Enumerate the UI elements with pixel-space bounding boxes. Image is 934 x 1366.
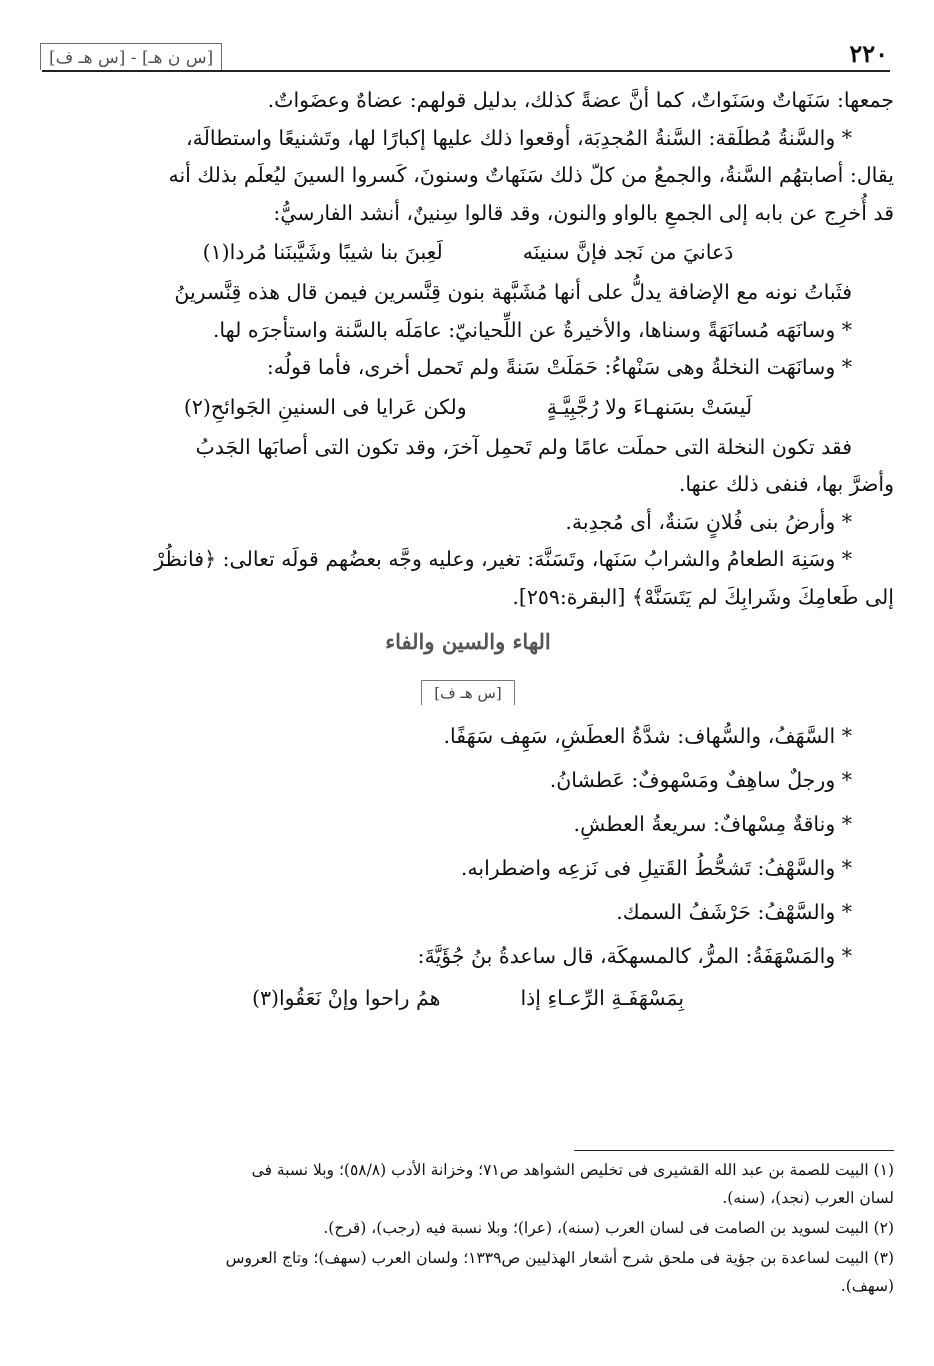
verse-hemistich-first: بِمَسْهَفَـةِ الرِّعـاءِ إذا	[520, 986, 685, 1011]
verse-line	[42, 978, 894, 1020]
entry-line: * والسَّهْفُ: تَشحُّطُ القَتيلِ فى نَزعِه واضطرابه.	[460, 856, 852, 880]
footnotes	[42, 1156, 894, 1300]
paragraph-line: * وسانَهَت النخلةُ وهى سَنْهاءُ: حَمَلَتْ سَنةً ولم تَحمل أخرى، فأما قولُه:	[266, 355, 852, 379]
subsection-title	[42, 668, 894, 714]
entry-line: * والسَّهْفُ: حَرْشَفُ السمك.	[616, 900, 852, 924]
entry-line: * وناقةٌ مِسْهافٌ: سريعةُ العطشِ.	[573, 812, 852, 836]
verse-hemistich-second: ولكن عَرايا فى السنينِ الجَوائحِ(٢)	[183, 394, 467, 419]
paragraph-line: إلى طَعامِكَ وشَرابِكَ لم يَتَسَنَّهْ﴾ [البقرة:٢٥٩].	[512, 584, 894, 609]
paragraph-line: يقال: أصابتهُم السَّنةُ، والجمعُ من كلّ ذلك سَنَهاتٌ وسنونَ، كَسروا السينَ ليُعلَم بذلك أنه	[168, 163, 894, 187]
page-header	[40, 30, 894, 70]
verse-line	[42, 387, 894, 429]
paragraph-line: فقد تكون النخلة التى حملَت عامًا ولم تَحمِل آخرَ، وقد تكون التى أصابَها الجَدبُ	[195, 434, 852, 459]
footnote-line: (٣) البيت لساعدة بن جؤية فى ملحق شرح أشعار الهذليين ص١٣٣٩؛ ولسان العرب (سهف)؛ وتاج العروس	[225, 1249, 894, 1267]
running-head: [س ن هـ] - [س هـ ف]	[40, 43, 222, 70]
verse-hemistich-first: دَعانيَ من نَجد فإنَّ سنينَه	[522, 240, 734, 265]
main-text	[42, 82, 894, 1020]
paragraph-line: جمعها: سَنَهاتٌ وسَنَواتٌ، كما أنَّ عضةً كذلك، بدليل قولهم: عضاهٌ وعضَواتٌ.	[267, 88, 894, 112]
paragraph-line: * وسانَهَه مُسانَهَةً وسناها، والأخيرةُ عن اللِّحيانيّ: عامَلَه بالسَّنة واستأجرَه لها.	[212, 317, 852, 342]
verse-hemistich-first: لَيسَتْ بسَنهـاءَ ولا رُجَّبِيَّـةٍ	[546, 394, 753, 419]
paragraph-line: وأضرَّ بها، فنفى ذلك عنها.	[678, 472, 894, 496]
entry-line: * والمَسْهَفَةُ: المرُّ، كالمسهكَة، قال ساعدةُ بنُ جُؤَيَّةَ:	[417, 944, 852, 968]
paragraph-line: * وسَنِهَ الطعامُ والشرابُ سَنَها، وتَسَنَّهَ: تغير، وعليه وجَّه بعضُهم قولَه تعالى: ﴿فانظُرْ	[154, 547, 852, 571]
footnote-rule	[574, 1150, 894, 1151]
root-label: [س هـ ف]	[421, 680, 514, 705]
paragraph-line: * وأرضُ بنى فُلانٍ سَنةٌ، أى مُجدِبة.	[565, 509, 852, 534]
paragraph-line: قد أُخرِج عن بابه إلى الجمعِ بالواو والنون، وقد قالوا سِنينٌ، أنشد الفارسيُّ:	[273, 200, 894, 225]
paragraph-line: * والسَّنةُ مُطلَقة: السَّنةُ المُجدِبَة، أوقعوا ذلك عليها إكبارًا لها، وتَشنيعًا واستطالَة،	[185, 125, 852, 150]
page-number: ٢٢٠	[849, 39, 888, 68]
entry-line: * ورجلٌ ساهِفٌ ومَسْهوفٌ: عَطشانُ.	[549, 768, 852, 792]
footnote-line: (سهف).	[840, 1277, 894, 1295]
footnote-line: لسان العرب (نجد)، (سنه).	[722, 1189, 894, 1207]
section-title: الهاء والسين والفاء	[385, 629, 551, 654]
footnote-line: (١) البيت للصمة بن عبد الله القشيرى فى تخليص الشواهد ص٧١؛ وخزانة الأدب (٥٨/٨)؛ وبلا نسبة فى	[251, 1161, 894, 1179]
verse-hemistich-second: همُ راحوا وإنْ نَعَقُوا(٣)	[251, 986, 441, 1011]
header-rule	[42, 70, 890, 72]
verse-line	[42, 232, 894, 274]
paragraph-line: فثَباتُ نونه مع الإضافة يدلُّ على أنها مُشَبَّهة بنون قِنَّسرين فيمن قال هذه قِنَّسرينُ	[174, 280, 852, 304]
entry-line: * السَّهَفُ، والسُّهاف: شدَّةُ العطَشِ، سَهِف سَهَفًا.	[443, 724, 852, 748]
verse-hemistich-second: لَعِبنَ بنا شيبًا وشَيَّبنَنا مُردا(١)	[202, 240, 443, 265]
footnote-line: (٢) البيت لسويد بن الصامت فى لسان العرب (سنه)، (عرا)؛ وبلا نسبة فيه (رجب)، (قرح).	[323, 1219, 894, 1237]
